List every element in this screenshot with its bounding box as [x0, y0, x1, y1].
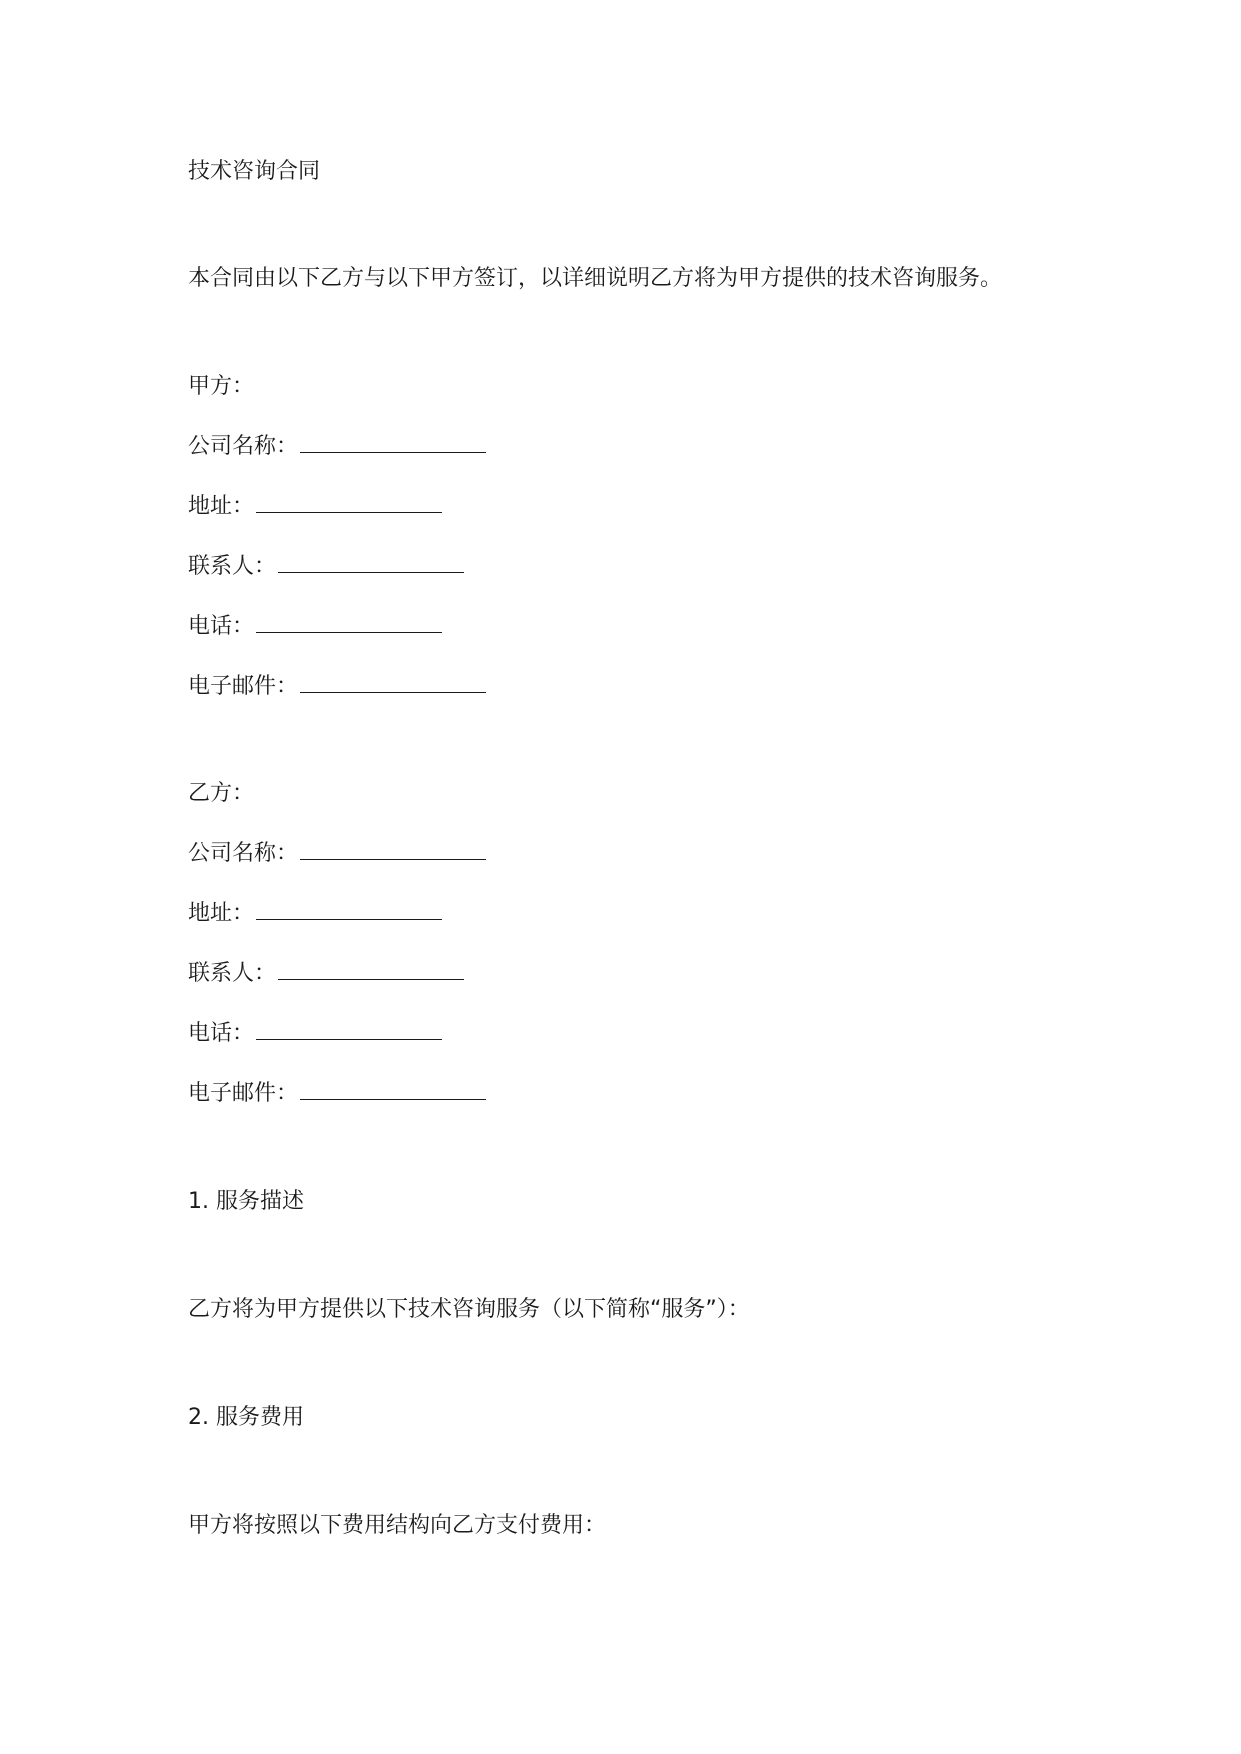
party-b-phone-label: 电话：	[188, 1021, 255, 1046]
party-a-heading: 甲方：	[188, 374, 255, 399]
party-a-contact-label: 联系人：	[188, 554, 277, 579]
party-a-phone-row	[188, 612, 442, 642]
party-b-company-blank[interactable]	[300, 841, 486, 860]
party-b-company-row	[188, 839, 486, 869]
party-b-email-row	[188, 1079, 486, 1109]
party-b-email-blank[interactable]	[300, 1081, 486, 1100]
party-a-phone-blank[interactable]	[256, 614, 442, 633]
party-a-address-blank[interactable]	[256, 494, 442, 513]
party-a-email-row	[188, 672, 486, 702]
section-1-heading: 1. 服务描述	[188, 1189, 304, 1214]
party-a-contact-row	[188, 552, 464, 582]
party-a-email-blank[interactable]	[300, 674, 486, 693]
party-a-company-row	[188, 432, 486, 462]
party-b-address-label: 地址：	[188, 901, 255, 926]
party-b-contact-row	[188, 959, 464, 989]
party-a-address-row	[188, 492, 442, 522]
party-a-contact-blank[interactable]	[278, 554, 464, 573]
party-b-phone-row	[188, 1019, 442, 1049]
intro-paragraph: 本合同由以下乙方与以下甲方签订，以详细说明乙方将为甲方提供的技术咨询服务。	[188, 266, 1003, 291]
document-title: 技术咨询合同	[188, 159, 321, 184]
party-b-contact-blank[interactable]	[278, 961, 464, 980]
party-b-phone-blank[interactable]	[256, 1021, 442, 1040]
party-a-address-label: 地址：	[188, 494, 255, 519]
party-b-email-label: 电子邮件：	[188, 1081, 299, 1106]
party-b-company-label: 公司名称：	[188, 841, 299, 866]
party-a-phone-label: 电话：	[188, 614, 255, 639]
party-a-company-label: 公司名称：	[188, 434, 299, 459]
party-b-address-blank[interactable]	[256, 901, 442, 920]
party-a-company-blank[interactable]	[300, 434, 486, 453]
party-b-heading: 乙方：	[188, 781, 255, 806]
party-b-address-row	[188, 899, 442, 929]
section-2-heading: 2. 服务费用	[188, 1405, 304, 1430]
party-a-email-label: 电子邮件：	[188, 674, 299, 699]
section-2-text: 甲方将按照以下费用结构向乙方支付费用：	[188, 1513, 607, 1538]
party-b-contact-label: 联系人：	[188, 961, 277, 986]
section-1-text: 乙方将为甲方提供以下技术咨询服务（以下简称“服务”）：	[188, 1297, 750, 1322]
